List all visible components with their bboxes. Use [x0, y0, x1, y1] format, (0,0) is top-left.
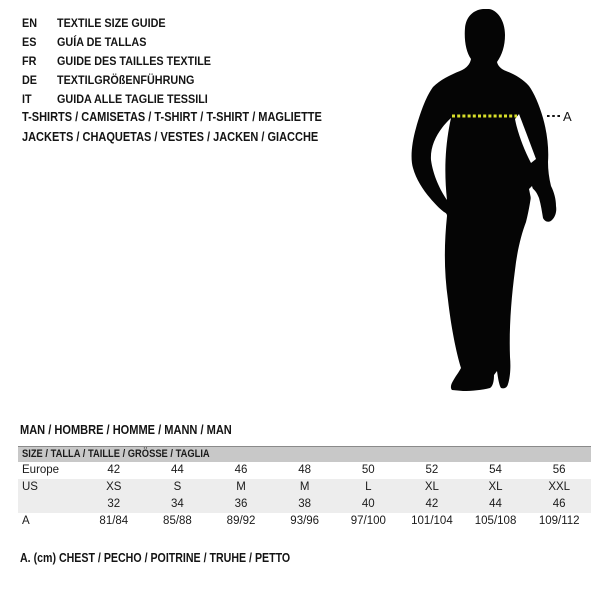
row-label: US	[22, 481, 38, 493]
language-label: GUÍA DE TALLAS	[57, 35, 147, 49]
size-cell: 109/112	[538, 515, 580, 527]
table-row-numeric	[18, 496, 591, 513]
language-label: TEXTILE SIZE GUIDE	[57, 16, 166, 30]
size-cell: 54	[489, 464, 502, 476]
size-cell: 32	[107, 498, 121, 510]
size-cell: 42	[425, 498, 439, 510]
size-cell: XL	[488, 481, 503, 493]
size-cell: S	[173, 481, 182, 493]
language-row-es	[22, 33, 228, 52]
language-label: TEXTILGRÖßENFÜHRUNG	[57, 73, 195, 87]
size-cell: 34	[171, 498, 184, 510]
size-cell: 85/88	[163, 515, 192, 527]
category-line-tshirts: T-SHIRTS / CAMISETAS / T-SHIRT / T-SHIRT / MAGLIETTE	[22, 110, 322, 124]
size-cell: 50	[361, 464, 375, 476]
table-row-us	[18, 479, 591, 496]
language-label: GUIDA ALLE TAGLIE TESSILI	[57, 92, 208, 106]
chest-footnote: A. (cm) CHEST / PECHO / POITRINE / TRUHE / PETTO	[20, 551, 291, 565]
language-row-en	[22, 14, 228, 33]
row-label: Europe	[22, 464, 60, 476]
category-list	[22, 108, 363, 147]
size-cell: M	[299, 481, 310, 493]
size-cell: 46	[234, 464, 248, 476]
size-table-header: SIZE / TALLA / TAILLE / GRÖSSE / TAGLIA	[18, 446, 591, 462]
language-code: IT	[22, 92, 32, 106]
size-cell: 105/108	[474, 515, 517, 527]
row-label	[18, 496, 82, 513]
measure-label-a: A	[563, 109, 572, 124]
size-cell: 81/84	[99, 515, 129, 527]
language-label: GUIDE DES TAILLES TEXTILE	[57, 54, 212, 68]
size-cell: XS	[106, 481, 122, 493]
size-cell: L	[365, 481, 372, 493]
table-row-chest-a	[18, 513, 591, 530]
language-list	[22, 14, 228, 109]
table-row-europe	[18, 462, 591, 479]
size-cell: 101/104	[411, 515, 453, 527]
language-code: ES	[22, 35, 37, 49]
size-cell: 42	[107, 464, 121, 476]
size-cell: 40	[361, 498, 375, 510]
size-cell: M	[236, 481, 246, 493]
language-row-de	[22, 71, 228, 90]
size-cell: XXL	[548, 481, 571, 493]
size-cell: 44	[171, 464, 184, 476]
size-cell: 52	[425, 464, 439, 476]
size-cell: 97/100	[350, 515, 386, 527]
size-cell: 56	[552, 464, 566, 476]
size-cell: XL	[424, 481, 439, 493]
language-code: FR	[22, 54, 37, 68]
size-cell: 93/96	[290, 515, 320, 527]
man-silhouette-figure	[400, 0, 600, 420]
size-cell: 36	[234, 498, 248, 510]
size-cell: 89/92	[226, 515, 256, 527]
size-table	[18, 446, 591, 530]
category-line-jackets: JACKETS / CHAQUETAS / VESTES / JACKEN / GIACCHE	[22, 129, 319, 144]
language-code: DE	[22, 73, 38, 87]
row-label: A	[22, 515, 30, 527]
language-row-fr	[22, 52, 228, 71]
size-cell: 44	[489, 498, 502, 510]
size-cell: 46	[552, 498, 566, 510]
language-row-it	[22, 90, 228, 109]
size-cell: 38	[298, 498, 312, 510]
size-cell: 48	[298, 464, 312, 476]
man-section-title: MAN / HOMBRE / HOMME / MANN / MAN	[20, 422, 232, 437]
language-code: EN	[22, 16, 38, 30]
